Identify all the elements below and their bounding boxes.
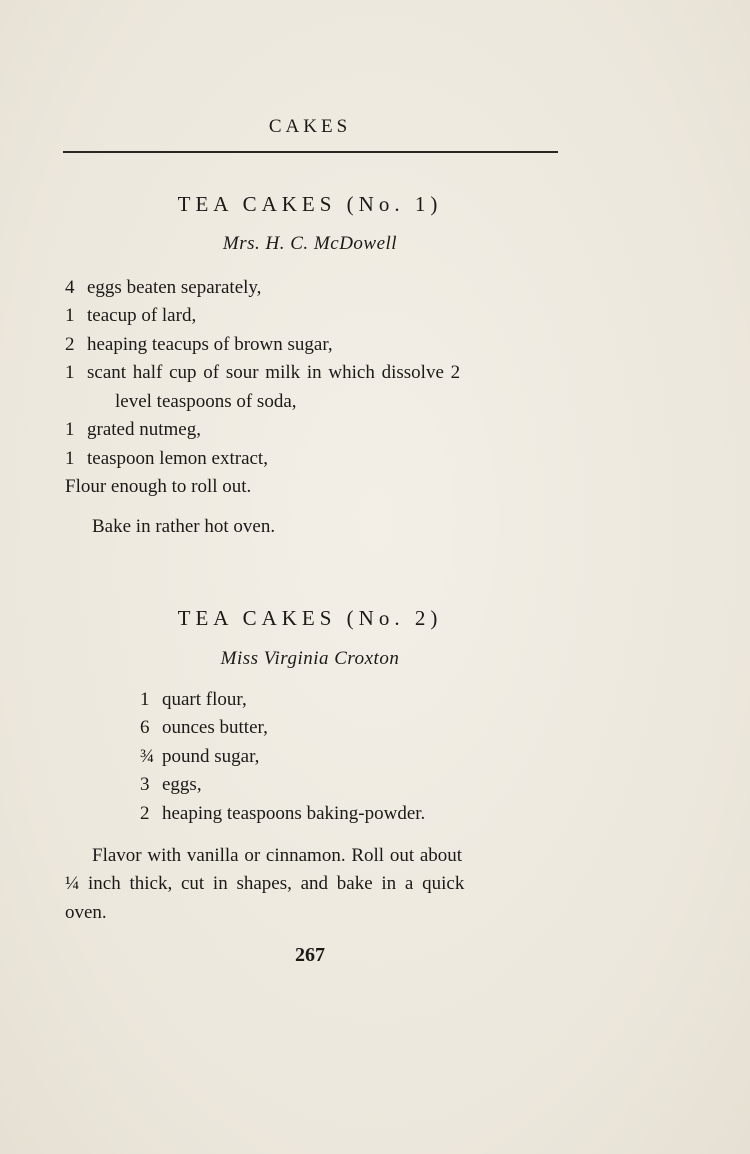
ingredient-quantity: 2: [65, 334, 75, 355]
ingredient-quantity: 2: [140, 803, 150, 824]
recipe-1-ingredient: [65, 305, 196, 327]
header-rule: [63, 151, 558, 153]
recipe-2-ingredient: [140, 689, 247, 711]
recipe-2-ingredient: [140, 717, 268, 739]
recipe-2-ingredient: [140, 803, 425, 825]
ingredient-quantity: 6: [140, 717, 150, 738]
ingredient-text: level teaspoons of soda,: [115, 391, 297, 412]
ingredient-text: ounces butter,: [162, 717, 268, 738]
recipe-1-title: TEA CAKES (No. 1): [177, 192, 443, 216]
recipe-1-ingredient: [65, 334, 333, 356]
recipe-2-instructions-line: oven.: [65, 902, 107, 923]
ingredient-text: teacup of lard,: [87, 305, 197, 326]
ingredient-quantity: 1: [65, 419, 75, 440]
ingredient-quantity: 1: [65, 305, 75, 326]
recipe-2-title: TEA CAKES (No. 2): [177, 606, 443, 630]
ingredient-text: pound sugar,: [162, 746, 260, 767]
recipe-2-author: Miss Virginia Croxton: [220, 648, 400, 669]
ingredient-text: grated nutmeg,: [87, 419, 201, 440]
ingredient-text: heaping teacups of brown sugar,: [87, 334, 333, 355]
ingredient-text: eggs beaten separately,: [87, 277, 262, 298]
ingredient-quantity: 4: [65, 277, 75, 298]
recipe-2-instructions-line: Flavor with vanilla or cinnamon. Roll out about: [92, 845, 463, 866]
ingredient-text: eggs,: [162, 774, 202, 795]
recipe-1-ingredient: [65, 448, 268, 470]
recipe-1-last-ingredient: Flour enough to roll out.: [65, 476, 252, 497]
recipe-2-ingredient: [140, 774, 202, 796]
ingredient-text: scant half cup of sour milk in which dissolve 2: [87, 362, 461, 383]
ingredient-quantity: 1: [65, 448, 75, 469]
recipe-2-ingredient: [140, 746, 259, 768]
ingredient-quantity: 3: [140, 774, 150, 795]
ingredient-text: heaping teaspoons baking-powder.: [162, 803, 426, 824]
recipe-2-instructions-line: ¼ inch thick, cut in shapes, and bake in a quick: [65, 873, 465, 894]
ingredient-quantity: ¾: [140, 746, 155, 767]
recipe-1-ingredient: [65, 419, 201, 441]
recipe-1-author: Mrs. H. C. McDowell: [222, 233, 398, 254]
ingredient-text: teaspoon lemon extract,: [87, 448, 268, 469]
ingredient-quantity: 1: [140, 689, 150, 710]
ingredient-text: quart flour,: [162, 689, 247, 710]
running-head: CAKES: [268, 116, 352, 137]
recipe-1-ingredient: [65, 362, 460, 384]
recipe-1-ingredient-continuation: [115, 391, 297, 413]
page-number: 267: [295, 944, 325, 966]
recipe-1-instructions: Bake in rather hot oven.: [92, 516, 276, 537]
ingredient-quantity: 1: [65, 362, 75, 383]
recipe-1-ingredient: [65, 277, 261, 299]
